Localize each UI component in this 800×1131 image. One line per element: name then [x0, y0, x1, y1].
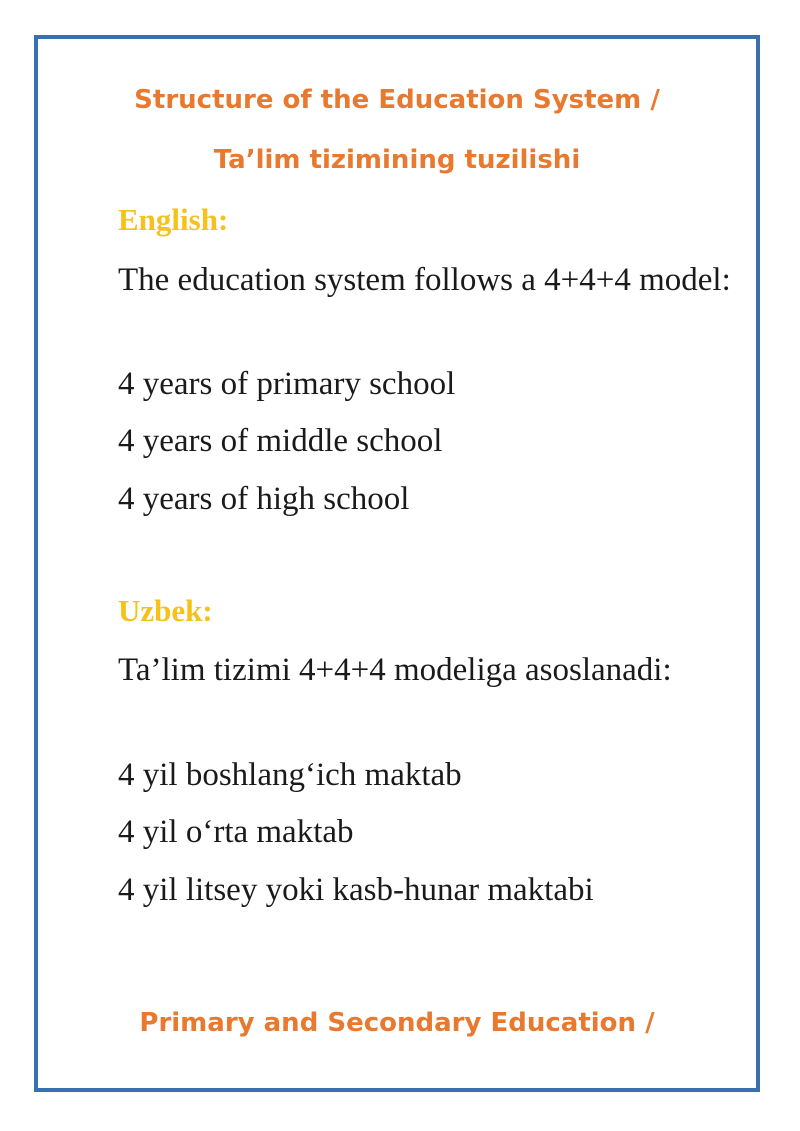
title-line-1: Structure of the Education System / — [134, 85, 660, 115]
title-line-2: Ta’lim tizimining tuzilishi — [213, 145, 581, 175]
page-frame — [34, 35, 760, 1092]
english-intro: The education system follows a 4+4+4 model: — [118, 262, 731, 298]
uzbek-item-primary: 4 yil boshlang‘ich maktab — [118, 757, 462, 793]
uzbek-item-lyceum: 4 yil litsey yoki kasb-hunar maktabi — [118, 872, 594, 908]
english-item-middle: 4 years of middle school — [118, 423, 443, 459]
uzbek-item-middle: 4 yil o‘rta maktab — [118, 814, 354, 850]
uzbek-heading: Uzbek: — [118, 593, 213, 628]
english-item-high: 4 years of high school — [118, 481, 410, 517]
uzbek-intro: Ta’lim tizimi 4+4+4 modeliga asoslanadi: — [118, 652, 672, 688]
english-heading: English: — [118, 202, 229, 237]
english-item-primary: 4 years of primary school — [118, 366, 456, 402]
next-section-heading: Primary and Secondary Education / — [139, 1008, 655, 1038]
